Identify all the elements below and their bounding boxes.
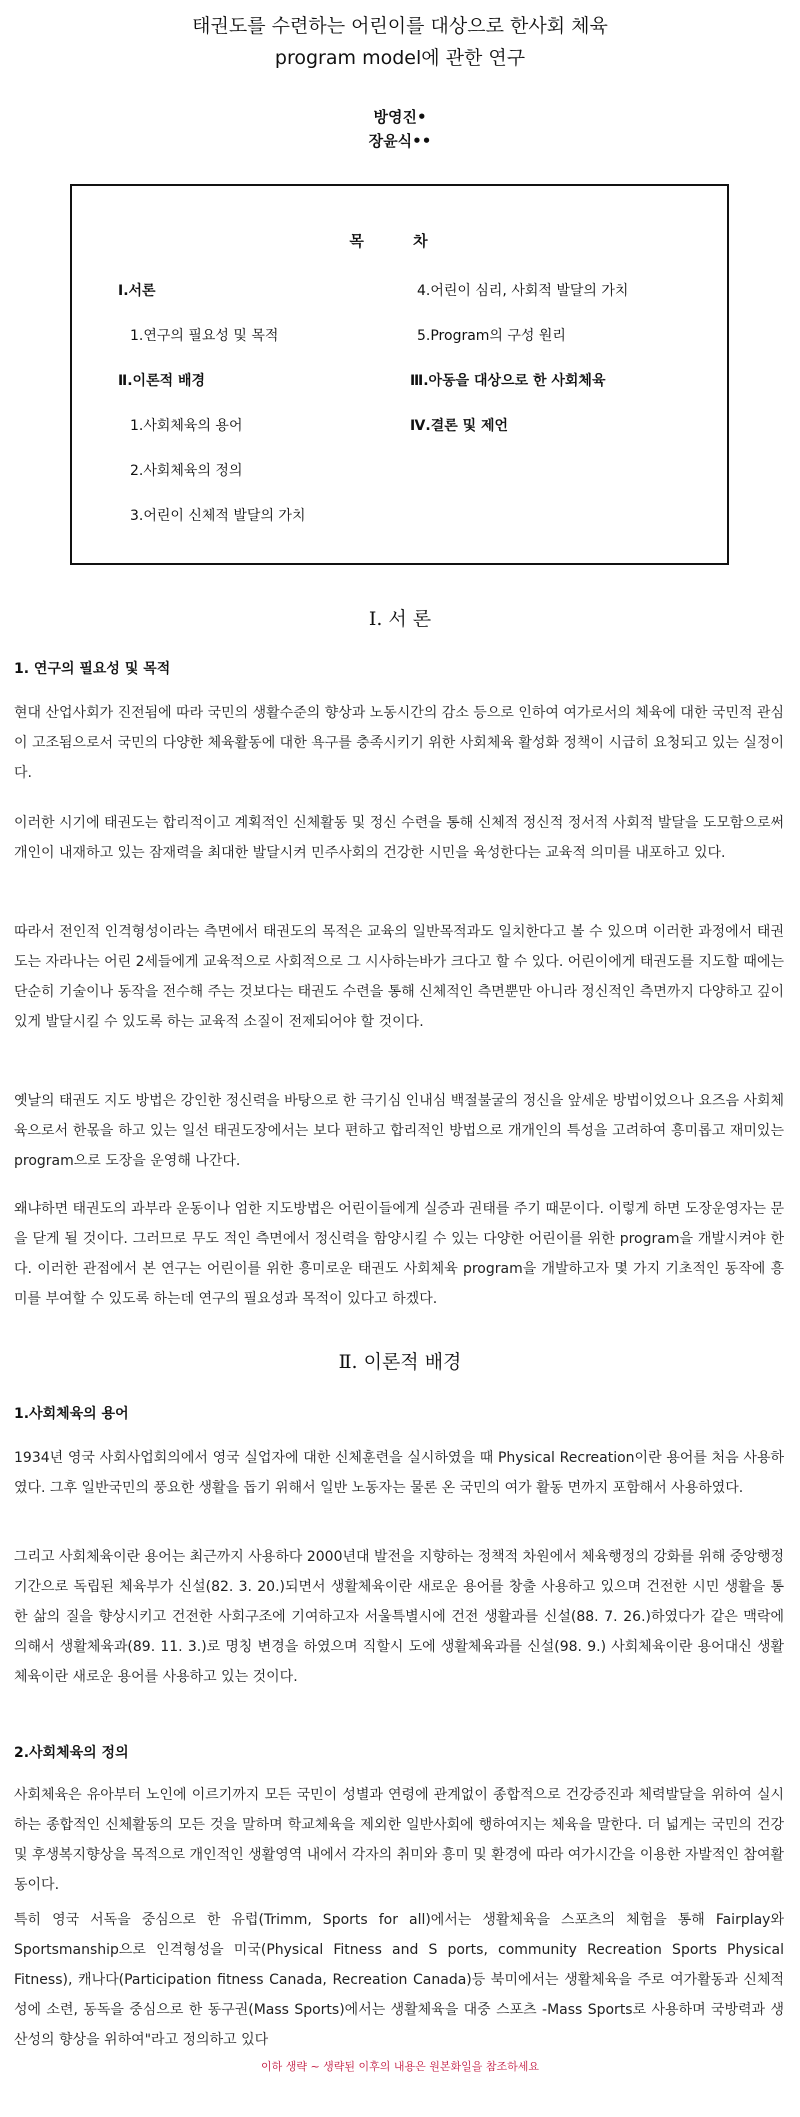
paragraph: 1934년 영국 사회사업회의에서 영국 실업자에 대한 신체훈련을 실시하였을 때 Physical Recreation이란 용어를 처음 사용하였다. 그후 일반국민의 풍요한 생활을 돕기 위해서 일반 노동자는 물론 온 국민의 여가 활동 면까지 포함해서 사용하였다.	[14, 1450, 784, 1496]
title-line-2: program model에 관한 연구	[274, 47, 526, 69]
toc-item-intro: Ⅰ.서론	[118, 283, 156, 299]
table-of-contents	[70, 184, 729, 565]
toc-item-psych-value: 4.어린이 심리, 사회적 발달의 가치	[417, 283, 629, 299]
paragraph: 왜냐하면 태권도의 과부라 운동이나 엄한 지도방법은 어린이들에게 실증과 권태를 주기 때문이다. 이렇게 하면 도장운영자는 문을 닫게 될 것이다. 그러므로 무도 적인 측면에서 정신력을 함양시킬 수 있는 다양한 어린이를 위한 program을 개발시켜야 한다. 이러한 관점에서 본 연구는 어린이를 위한 흥미로운 태권도 사회체육 program을 개발하고자 몇 가지 기초적인 동작에 흥미를 부여할 수 있도록 하는데 연구의 필요성과 목적이 있다고 하겠다.	[14, 1201, 784, 1307]
toc-title: 목 차	[349, 232, 450, 250]
heading-theory: Ⅱ. 이론적 배경	[338, 1351, 462, 1373]
footer-note: 이하 생략 ~ 생략된 이후의 내용은 원본화일을 참조하세요	[260, 2060, 540, 2073]
paragraph: 이러한 시기에 태권도는 합리적이고 계획적인 신체활동 및 정신 수련을 통해 신체적 정신적 정서적 사회적 발달을 도모함으로써 개인이 내재하고 있는 잠재력을 최대한 발달시켜 민주사회의 건강한 시민을 육성한다는 교육적 의미를 내포하고 있다.	[14, 815, 784, 861]
toc-item-theory: Ⅱ.이론적 배경	[118, 373, 206, 389]
toc-item-children-sports: Ⅲ.아동을 대상으로 한 사회체육	[410, 373, 606, 389]
paragraph: 옛날의 태권도 지도 방법은 강인한 정신력을 바탕으로 한 극기심 인내심 백절불굴의 정신을 앞세운 방법이었으나 요즈음 사회체육으로서 한몫을 하고 있는 일선 태권도장에서는 보다 편하고 합리적인 방법으로 개개인의 특성을 고려하여 흥미롭고 재미있는 program으로 도장을 운영해 나간다.	[14, 1093, 784, 1169]
paragraph: 따라서 전인적 인격형성이라는 측면에서 태권도의 목적은 교육의 일반목적과도 일치한다고 볼 수 있으며 이러한 과정에서 태권도는 자라나는 어린 2세들에게 교육적으로 사회적으로 그 시사하는바가 크다고 할 수 있다. 어린이에게 태권도를 지도할 때에는 단순히 기술이나 동작을 전수해 주는 것보다는 태권도 수련을 통해 신체적인 측면뿐만 아니라 정신적인 측면까지 다양하고 깊이 있게 발달시킬 수 있도록 하는 교육적 소질이 전제되어야 할 것이다.	[14, 924, 784, 1030]
heading-definition: 2.사회체육의 정의	[14, 1745, 129, 1761]
toc-item-program-principle: 5.Program의 구성 원리	[417, 328, 566, 344]
toc-item-conclusion: Ⅳ.결론 및 제언	[410, 418, 509, 434]
toc-item-physical-value: 3.어린이 신체적 발달의 가치	[130, 508, 306, 524]
heading-intro: Ⅰ. 서 론	[368, 608, 432, 630]
author-1: 방영진•	[373, 108, 427, 126]
title-line-1: 태권도를 수련하는 어린이를 대상으로 한사회 체육	[192, 15, 608, 37]
toc-item-definition: 2.사회체육의 정의	[130, 463, 243, 479]
paragraph: 사회체육은 유아부터 노인에 이르기까지 모든 국민이 성별과 연령에 관계없이 종합적으로 건강증진과 체력발달을 위하여 실시하는 종합적인 신체활동의 모든 것을 말하며 학교체육을 제외한 일반사회에 행하여지는 체육을 말한다. 더 넓게는 국민의 건강 및 후생복지향상을 목적으로 개인적인 생활영역 내에서 각자의 취미와 흥미 및 환경에 따라 여가시간을 이용한 자발적인 참여활동이다.	[14, 1787, 784, 1893]
author-2: 장윤식••	[368, 132, 432, 150]
paragraph: 현대 산업사회가 진전됨에 따라 국민의 생활수준의 향상과 노동시간의 감소 등으로 인하여 여가로서의 체육에 대한 국민적 관심이 고조됨으로서 국민의 다양한 체육활동에 대한 욕구를 충족시키기 위한 사회체육 활성화 정책이 시급히 요청되고 있는 실정이다.	[14, 705, 784, 781]
toc-item-term: 1.사회체육의 용어	[130, 418, 243, 434]
heading-term: 1.사회체육의 용어	[14, 1406, 129, 1422]
heading-need-purpose: 1. 연구의 필요성 및 목적	[14, 661, 171, 677]
paragraph: 그리고 사회체육이란 용어는 최근까지 사용하다 2000년대 발전을 지향하는 정책적 차원에서 체육행정의 강화를 위해 중앙행정기간으로 독립된 체육부가 신설(82. 3. 20.)되면서 생활체육이란 새로운 용어를 창출 사용하고 있으며 건전한 시민 생활을 통한 삶의 질을 향상시키고 건전한 사회구조에 기여하고자 서울특별시에 건전 생활과를 신설(88. 7. 26.)하였다가 같은 맥락에 의해서 생활체육과(89. 11. 3.)로 명칭 변경을 하였으며 직할시 도에 생활체육과를 신설(98. 9.) 사회체육이란 용어대신 생활체육이란 새로운 용어를 사용하고 있는 것이다.	[14, 1549, 784, 1685]
paragraph: 특히 영국 서독을 중심으로 한 유럽(Trimm, Sports for all)에서는 생활체육을 스포츠의 체험을 통해 Fairplay와 Sportsmanship으로 인격형성을 미국(Physical Fitness and S ports, community Recreation Sports Physical Fitness), 캐나다(Participation fitness Canada, Recreation Canada)등 북미에서는 생활체육을 주로 여가활동과 신체적성에 소련, 동독을 중심으로 한 동구권(Mass Sports)에서는 생활체육을 대중 스포츠 -Mass Sports로 사용하며 국방력과 생산성의 향상을 위하여"라고 정의하고 있다	[14, 1912, 784, 2048]
toc-item-need-purpose: 1.연구의 필요성 및 목적	[130, 328, 279, 344]
